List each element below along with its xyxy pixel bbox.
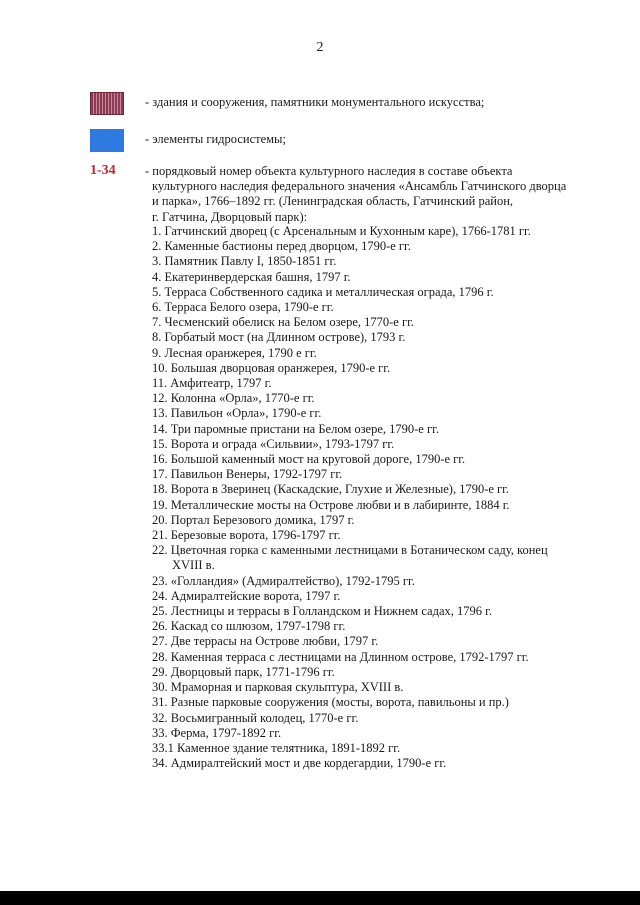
list-item: 34. Адмиралтейский мост и две кордегардии, 1790-е гг. — [152, 756, 447, 771]
list-item: 31. Разные парковые сооружения (мосты, ворота, павильоны и пр.) — [152, 695, 509, 710]
list-item: 22. Цветочная горка с каменными лестницами в Ботаническом саду, конец — [152, 543, 548, 558]
legend-text-water: - элементы гидросистемы; — [145, 132, 286, 146]
list-item: 6. Терраса Белого озера, 1790-е гг. — [152, 300, 334, 315]
list-item: 7. Чесменский обелиск на Белом озере, 1770-е гг. — [152, 315, 414, 330]
page-number: 2 — [316, 40, 324, 55]
list-item: 14. Три паромные пристани на Белом озере, 1790-е гг. — [152, 421, 439, 436]
list-item: 9. Лесная оранжерея, 1790 е гг. — [152, 345, 317, 360]
list-item: 26. Каскад со шлюзом, 1797-1798 гг. — [152, 619, 346, 634]
list-item-continuation: XVIII в. — [172, 558, 215, 573]
legend-row-buildings — [90, 92, 610, 116]
list-item: 13. Павильон «Орла», 1790-е гг. — [152, 406, 322, 421]
list-item: 33.1 Каменное здание телятника, 1891-1892 гг. — [152, 740, 401, 755]
list-item: 21. Березовые ворота, 1796-1797 гг. — [152, 528, 341, 543]
list-item: 2. Каменные бастионы перед дворцом, 1790-е гг. — [152, 239, 411, 254]
list-item: 10. Большая дворцовая оранжерея, 1790-е гг. — [152, 360, 391, 375]
list-item: 29. Дворцовый парк, 1771-1796 гг. — [152, 664, 335, 679]
list-item: 1. Гатчинский дворец (с Арсенальным и Кухонным каре), 1766-1781 гг. — [152, 224, 531, 238]
list-item: 11. Амфитеатр, 1797 г. — [152, 376, 272, 391]
list-item: 5. Терраса Собственного садика и металлическая ограда, 1796 г. — [152, 284, 494, 299]
heritage-object-list — [152, 224, 622, 771]
list-item: 8. Горбатый мост (на Длинном острове), 1793 г. — [152, 330, 406, 345]
list-item: 20. Портал Березового домика, 1797 г. — [152, 512, 355, 527]
list-item: 28. Каменная терраса с лестницами на Длинном острове, 1792-1797 гг. — [152, 649, 529, 664]
list-item: 3. Памятник Павлу I, 1850-1851 гг. — [152, 254, 337, 269]
description-line: и парка», 1766–1892 гг. (Ленинградская область, Гатчинский район, — [152, 194, 514, 209]
list-item: 16. Большой каменный мост на круговой дороге, 1790-е гг. — [152, 452, 466, 467]
list-item: 23. «Голландия» (Адмиралтейство), 1792-1795 гг. — [152, 573, 415, 588]
list-item: 32. Восьмигранный колодец, 1770-е гг. — [152, 710, 359, 725]
legend-row-water — [90, 129, 610, 153]
list-item: 4. Екатеринвердерская башня, 1797 г. — [152, 269, 351, 284]
description-line: культурного наследия федерального значения «Ансамбль Гатчинского дворца — [152, 179, 567, 194]
buildings-swatch — [90, 92, 124, 115]
list-item: 24. Адмиралтейские ворота, 1797 г. — [152, 588, 341, 603]
description-line: г. Гатчина, Дворцовый парк): — [152, 209, 308, 224]
scan-bottom-edge — [0, 891, 640, 905]
range-label: 1-34 — [90, 163, 116, 178]
list-item: 12. Колонна «Орла», 1770-е гг. — [152, 391, 315, 406]
water-swatch — [90, 129, 124, 152]
legend-text-buildings: - здания и сооружения, памятники монументального искусства; — [145, 95, 485, 109]
list-item: 25. Лестницы и террасы в Голландском и Нижнем садах, 1796 г. — [152, 604, 492, 619]
list-item: 17. Павильон Венеры, 1792-1797 гг. — [152, 467, 343, 482]
list-item: 33. Ферма, 1797-1892 гг. — [152, 725, 282, 740]
list-item: 19. Металлические мосты на Острове любви и в лабиринте, 1884 г. — [152, 497, 510, 512]
list-item: 30. Мраморная и парковая скульптура, XVIII в. — [152, 680, 404, 695]
range-description — [145, 164, 615, 225]
description-line: - порядковый номер объекта культурного наследия в составе объекта — [145, 164, 513, 178]
list-item: 18. Ворота в Зверинец (Каскадские, Глухие и Железные), 1790-е гг. — [152, 482, 509, 497]
list-item: 15. Ворота и ограда «Сильвии», 1793-1797 гг. — [152, 436, 395, 451]
list-item: 27. Две террасы на Острове любви, 1797 г. — [152, 634, 379, 649]
